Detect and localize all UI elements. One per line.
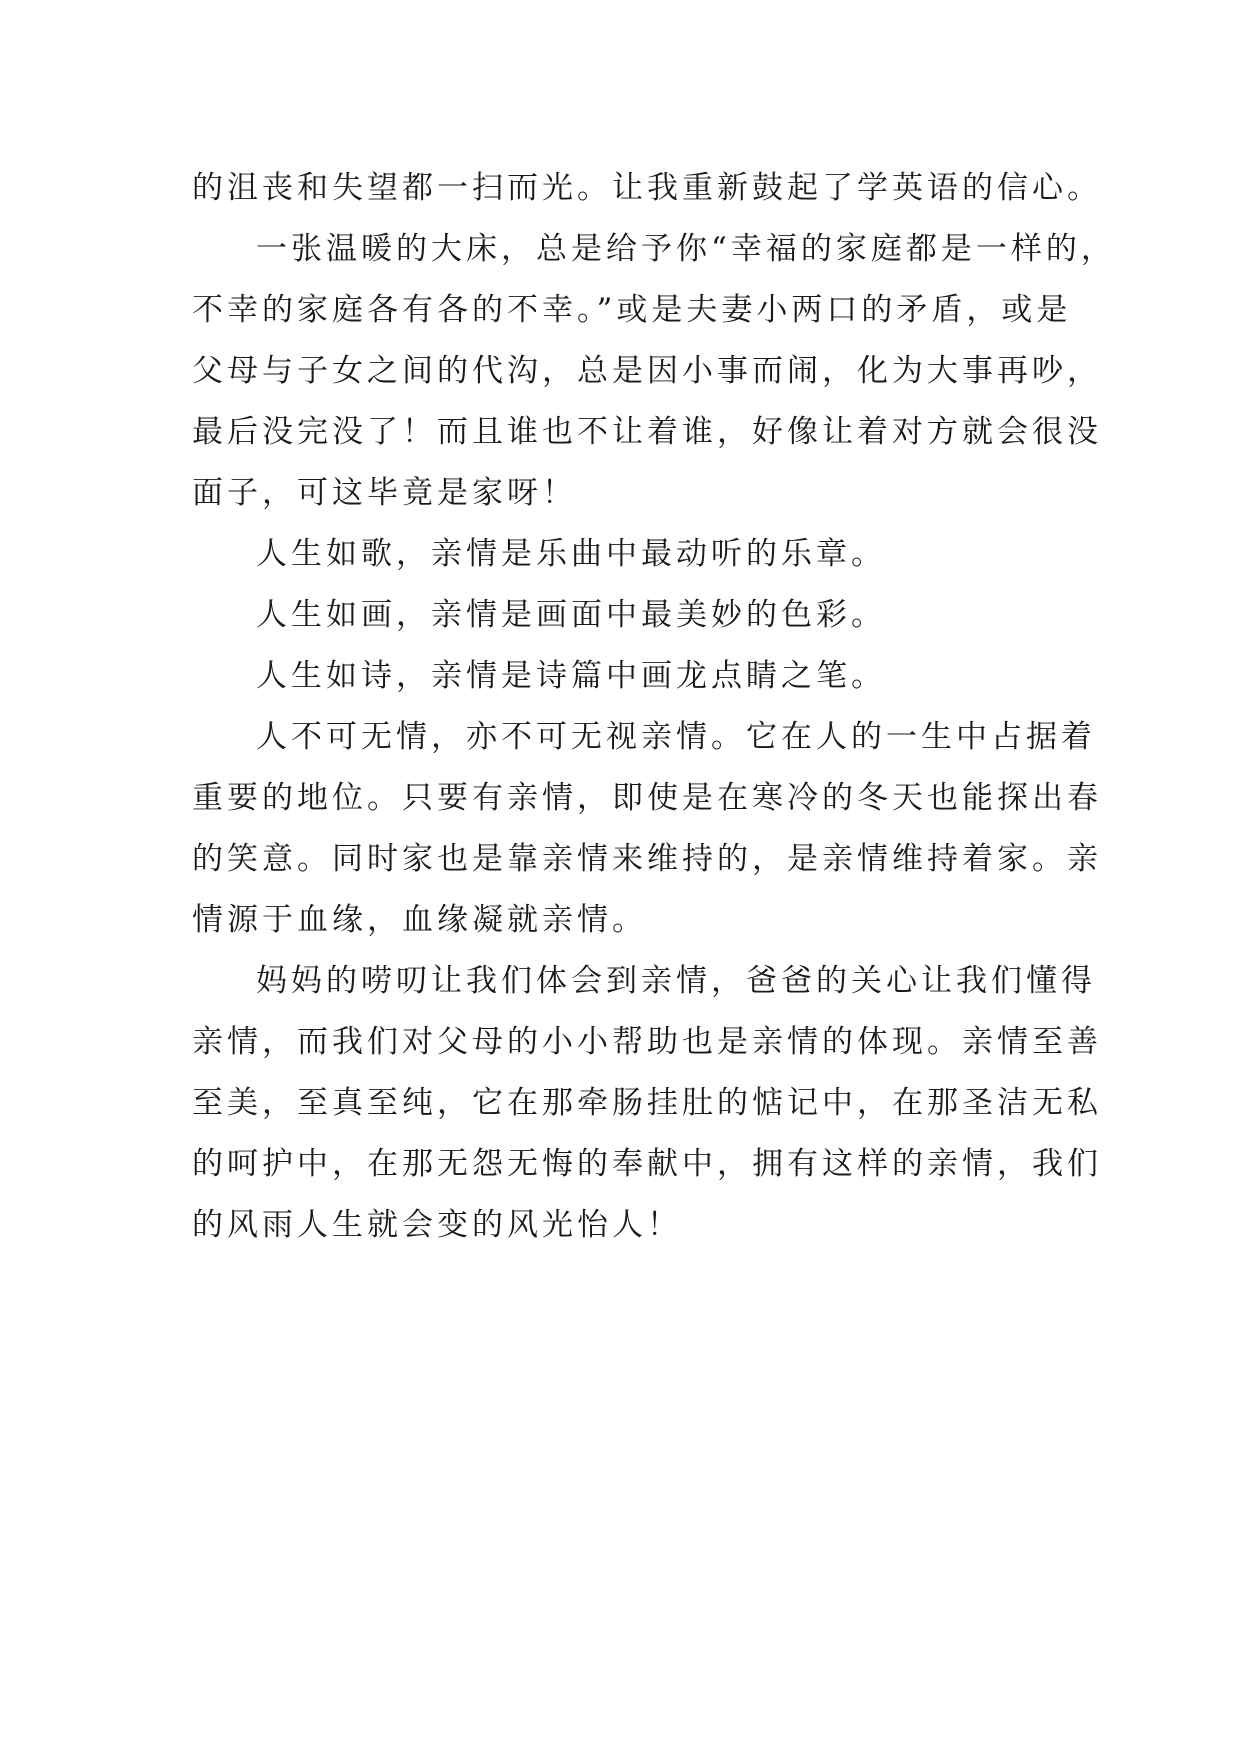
text-line: 人不可无情，亦不可无视亲情。它在人的一生中占据着 [256,719,1096,755]
text-line: 一张温暖的大床，总是给予你“幸福的家庭都是一样的， [256,231,1116,267]
text-line: 情源于血缘，血缘凝就亲情。 [192,902,647,938]
text-line: 的呵护中，在那无怨无悔的奉献中，拥有这样的亲情，我们 [192,1146,1102,1182]
text-line: 不幸的家庭各有各的不幸。”或是夫妻小两口的矛盾，或是 [192,292,1072,328]
text-line: 亲情，而我们对父母的小小帮助也是亲情的体现。亲情至善 [192,1024,1102,1060]
text-line: 妈妈的唠叨让我们体会到亲情，爸爸的关心让我们懂得 [256,963,1096,999]
text-line: 父母与子女之间的代沟，总是因小事而闹，化为大事再吵， [192,353,1102,389]
text-line: 人生如歌，亲情是乐曲中最动听的乐章。 [256,536,886,572]
text-line: 人生如诗，亲情是诗篇中画龙点睛之笔。 [256,658,886,694]
text-line: 的沮丧和失望都一扫而光。让我重新鼓起了学英语的信心。 [192,170,1102,206]
text-line: 面子，可这毕竟是家呀！ [192,475,577,511]
text-line: 的笑意。同时家也是靠亲情来维持的，是亲情维持着家。亲 [192,841,1102,877]
document-body [192,158,1116,1256]
text-line: 最后没完没了！而且谁也不让着谁，好像让着对方就会很没 [192,414,1102,450]
text-line: 的风雨人生就会变的风光怡人！ [192,1207,682,1243]
text-line: 至美，至真至纯，它在那牵肠挂肚的惦记中，在那圣洁无私 [192,1085,1102,1121]
text-line: 重要的地位。只要有亲情，即使是在寒冷的冬天也能探出春 [192,780,1102,816]
text-line: 人生如画，亲情是画面中最美妙的色彩。 [256,597,886,633]
